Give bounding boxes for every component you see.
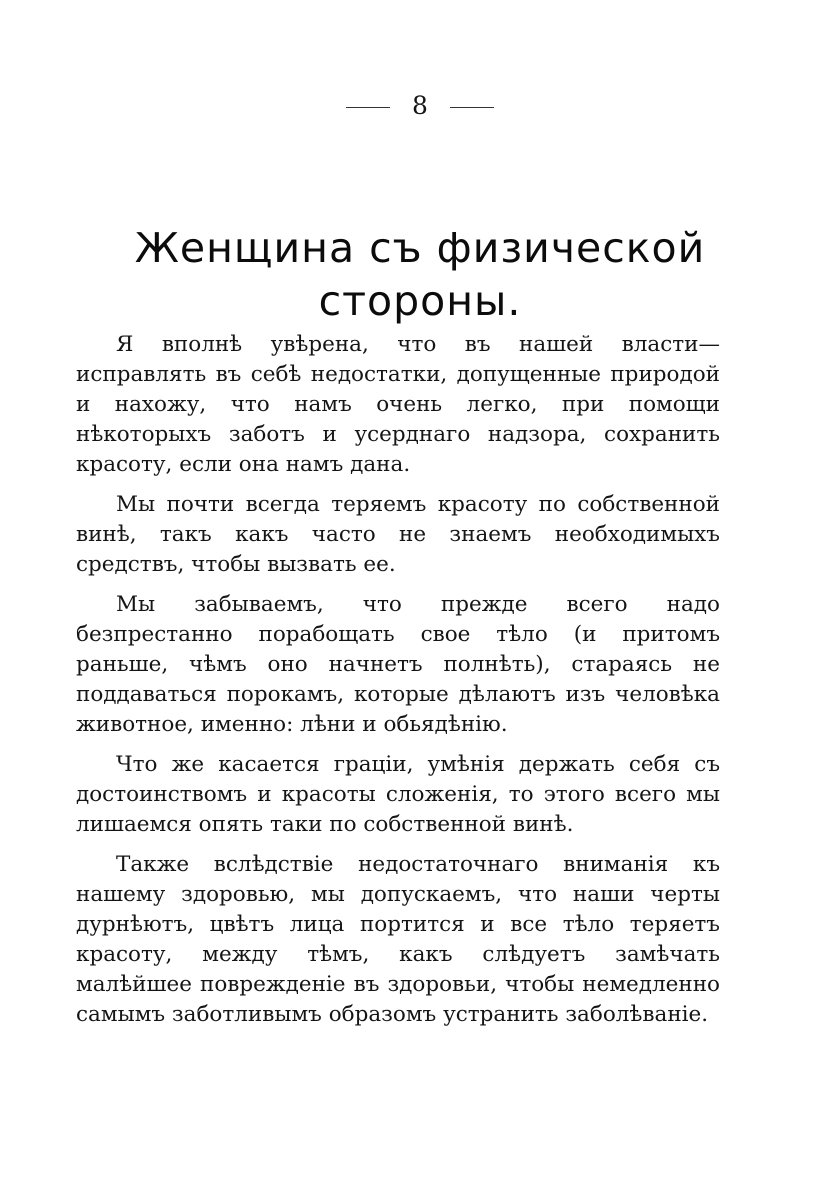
page-number: 8 (412, 91, 428, 120)
header-rule-left (346, 107, 390, 108)
chapter-title (60, 222, 780, 328)
page-header (0, 88, 840, 124)
paragraph-4: Что же касается грацiи, умѣнiя держать себя съ достоинствомъ и красоты сложенiя, то этого всего мы лишаемся опять таки по собственной винѣ. (76, 752, 720, 837)
paragraph-2: Мы почти всегда теряемъ красоту по собственной винѣ, такъ какъ часто не знаемъ необходимыхъ средствъ, чтобы вызвать ее. (76, 492, 720, 577)
chapter-title-line-2: стороны. (318, 277, 522, 325)
body-text (76, 330, 720, 1040)
chapter-title-line-1: Женщина съ физической (134, 224, 706, 272)
paragraph-5: Также вслѣдствiе недостаточнаго вниманiя къ нашему здоровью, мы допускаемъ, что наши черты дурнѣютъ, цвѣтъ лица портится и все тѣло теряетъ красоту, между тѣмъ, какъ слѣдуетъ замѣчать малѣйшее поврежденiе въ здоровьи, чтобы немедленно самымъ заботливымъ образомъ устранить заболѣванiе. (76, 852, 720, 1027)
paragraph-3: Мы забываемъ, что прежде всего надо безпрестанно порабощать свое тѣло (и притомъ раньше, чѣмъ оно начнетъ полнѣть), стараясь не поддаваться порокамъ, которые дѣлаютъ изъ человѣка животное, именно: лѣни и обьядѣнiю. (76, 592, 720, 737)
paragraph-1: Я вполнѣ увѣрена, что въ нашей власти—исправлять въ себѣ недостатки, допущенные природой и нахожу, что намъ очень легко, при помощи нѣкоторыхъ заботъ и усерднаго надзора, сохранить красоту, если она намъ дана. (76, 332, 720, 477)
header-rule-right (450, 107, 494, 108)
